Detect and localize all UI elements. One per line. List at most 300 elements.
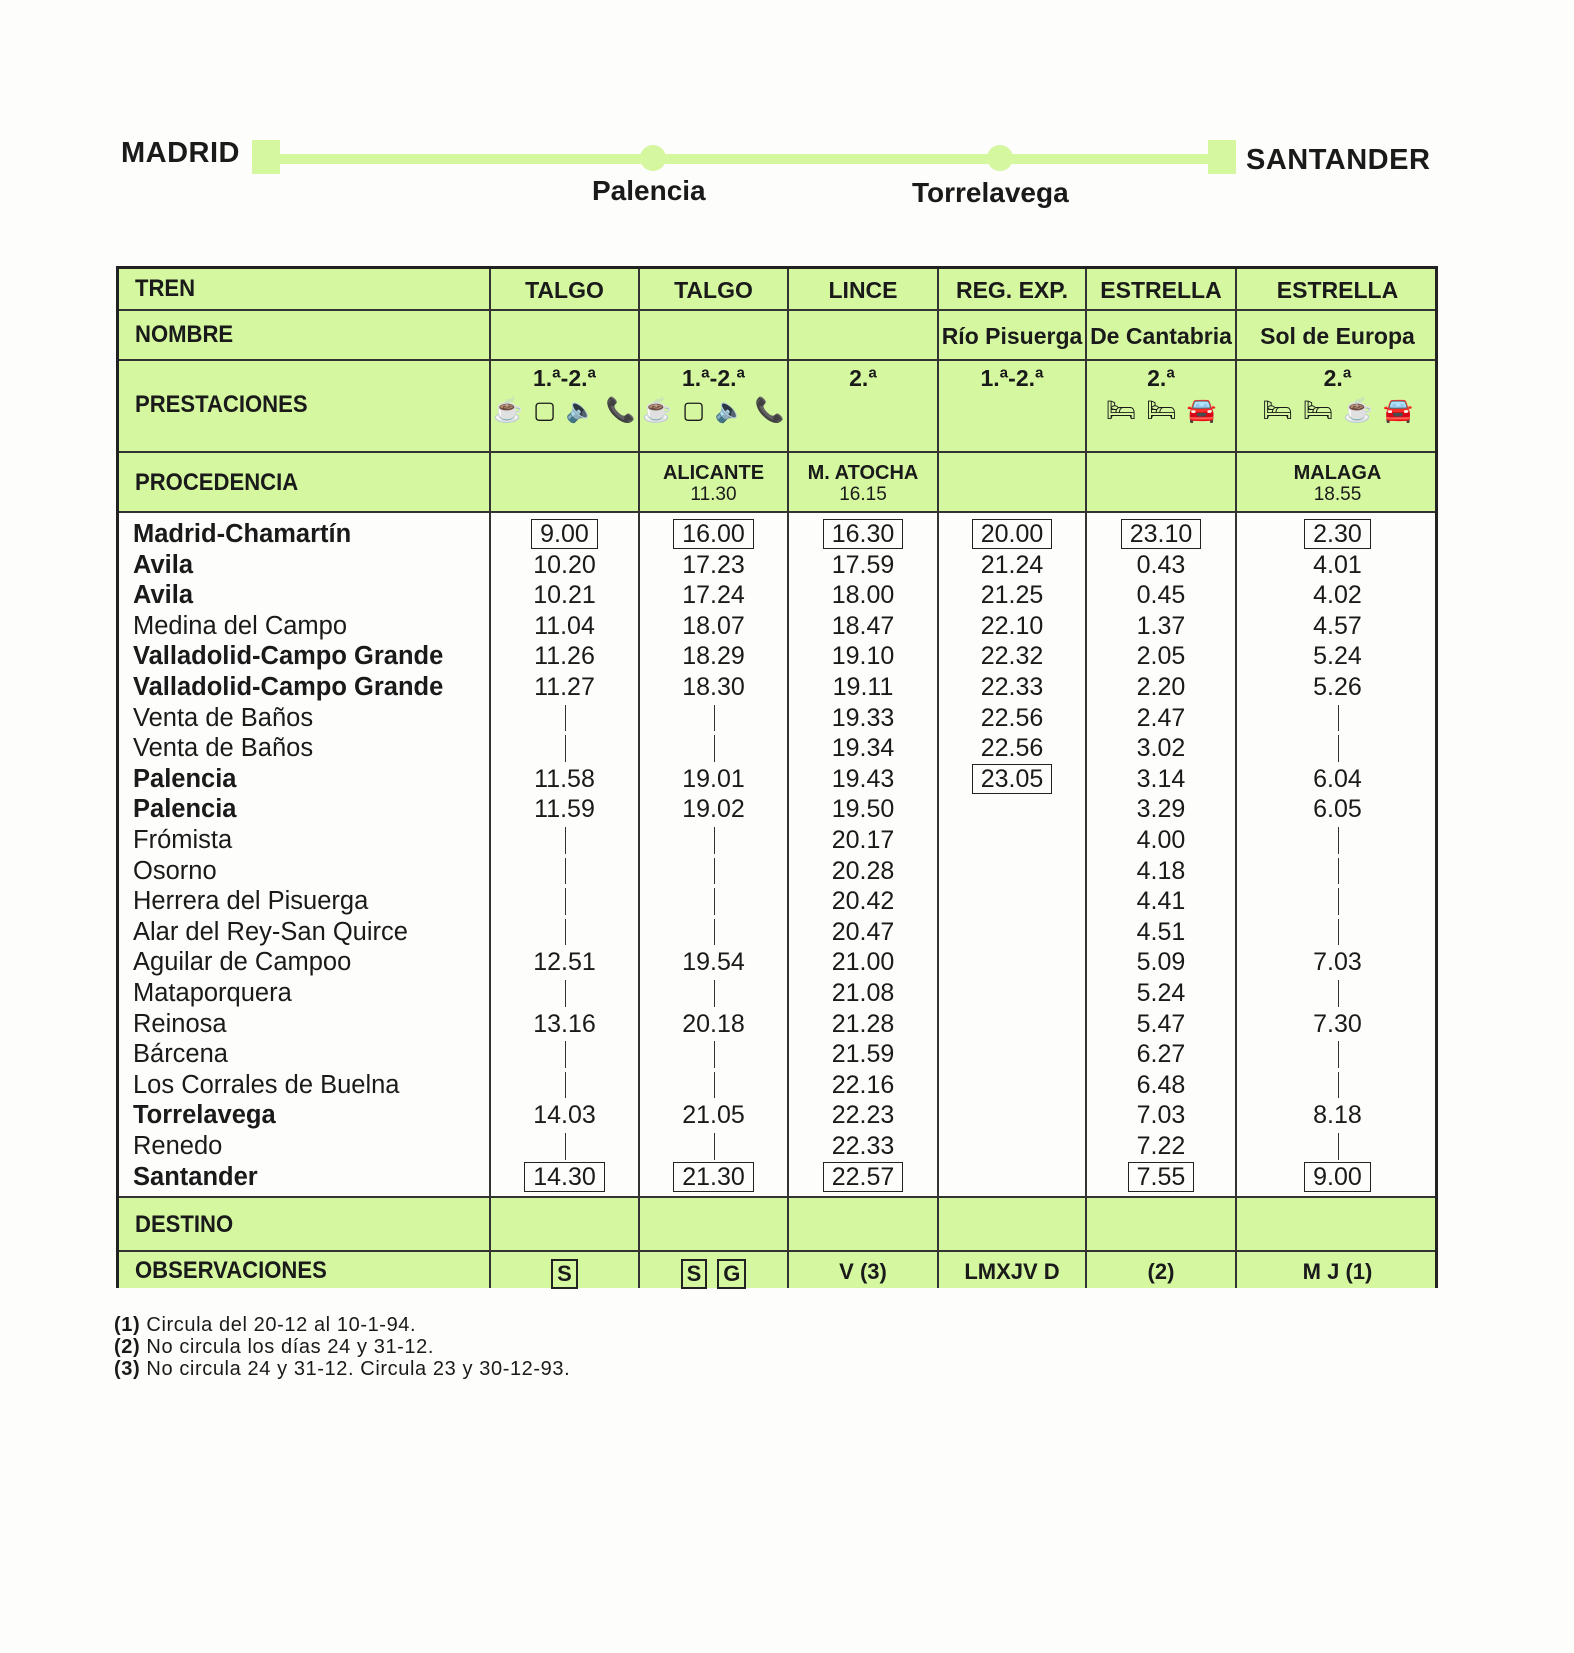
route-destination: SANTANDER <box>1246 144 1431 176</box>
station-name: Avila <box>133 550 194 579</box>
time-value: 20.17 <box>831 826 895 854</box>
passthrough-mark <box>565 888 566 915</box>
label-observaciones: OBSERVACIONES <box>135 1257 327 1284</box>
train-type: REG. EXP. <box>955 277 1069 303</box>
train-type: ESTRELLA <box>1100 277 1222 303</box>
departure-time <box>491 672 638 703</box>
departure-time <box>1087 672 1235 703</box>
services-cell <box>939 365 1085 396</box>
time-value: 6.48 <box>1136 1070 1186 1099</box>
departure-time <box>1087 978 1235 1009</box>
passthrough-mark <box>1338 919 1339 946</box>
station-name: Herrera del Pisuerga <box>133 887 369 916</box>
services-cell <box>1237 365 1438 426</box>
departure-time <box>939 550 1085 581</box>
service-icon: 🛏 <box>1302 397 1334 424</box>
time-value: 13.16 <box>533 1009 596 1038</box>
departure-time <box>789 978 937 1009</box>
time-value: 19.50 <box>831 795 895 824</box>
time-value: 17.24 <box>682 581 745 610</box>
time-value: 19.02 <box>682 795 745 824</box>
service-icon: ☕ <box>493 397 524 424</box>
passthrough-mark <box>714 888 715 915</box>
departure-time <box>1087 550 1235 581</box>
route-end-marker <box>1208 140 1236 174</box>
station-name: Avila <box>133 581 194 610</box>
departure-time <box>1087 764 1235 795</box>
origin-cell <box>789 463 937 505</box>
observation-code: S <box>551 1259 578 1289</box>
departure-time <box>1237 641 1438 672</box>
time-value: 14.03 <box>533 1101 596 1130</box>
time-value: 9.00 <box>531 519 598 549</box>
departure-time <box>789 1100 937 1131</box>
route-header <box>0 0 1574 240</box>
departure-time <box>491 611 638 642</box>
station-name: Mataporquera <box>133 979 292 1007</box>
passthrough-mark <box>714 827 715 854</box>
passthrough-mark <box>565 858 566 885</box>
time-value: 19.33 <box>831 703 895 732</box>
time-value: 0.45 <box>1136 581 1186 610</box>
service-icon: ☕ <box>642 397 673 424</box>
departure-time <box>640 641 787 672</box>
departure-time <box>1087 1039 1235 1070</box>
time-value: 20.18 <box>682 1009 745 1038</box>
train-name: Río Pisuerga <box>941 323 1083 349</box>
time-value: 4.18 <box>1136 856 1186 885</box>
departure-time <box>491 794 638 825</box>
station-name: Valladolid-Campo Grande <box>133 642 444 671</box>
departure-time <box>640 794 787 825</box>
passthrough-mark <box>565 705 566 732</box>
station-name: Venta de Baños <box>133 734 314 763</box>
service-icon: 📞 <box>605 397 636 424</box>
departure-time <box>640 1162 787 1193</box>
departure-time <box>491 1100 638 1131</box>
time-value: 12.51 <box>533 948 596 977</box>
departure-time <box>789 1131 937 1162</box>
passthrough-mark <box>1338 735 1339 762</box>
departure-time <box>491 550 638 581</box>
departure-time <box>1237 1009 1438 1040</box>
departure-time <box>1087 917 1235 948</box>
departure-time <box>1087 1100 1235 1131</box>
passthrough-mark <box>714 858 715 885</box>
route-stop-dot <box>640 145 666 171</box>
time-value: 21.00 <box>831 948 895 977</box>
origin-name: M. ATOCHA <box>807 462 919 484</box>
station-name: Torrelavega <box>133 1101 276 1130</box>
time-value: 11.27 <box>534 673 595 701</box>
time-value: 22.33 <box>831 1132 895 1160</box>
departure-time <box>640 580 787 611</box>
time-value: 5.24 <box>1313 642 1362 671</box>
station-name: Frómista <box>133 826 233 854</box>
train-type: LINCE <box>828 277 898 303</box>
station-name: Aguilar de Campoo <box>133 948 352 977</box>
time-value: 21.05 <box>682 1101 745 1130</box>
departure-time <box>789 764 937 795</box>
observation-text: V (3) <box>839 1259 887 1284</box>
departure-time <box>939 764 1085 795</box>
time-value: 19.11 <box>832 673 894 701</box>
departure-time <box>789 917 937 948</box>
station-name: Alar del Rey-San Quirce <box>133 917 408 946</box>
services-cell <box>1087 365 1235 426</box>
time-value: 7.03 <box>1136 1101 1186 1130</box>
time-value: 10.21 <box>533 581 596 610</box>
time-value: 22.23 <box>831 1101 895 1130</box>
time-value: 11.58 <box>534 764 595 793</box>
station-name: Los Corrales de Buelna <box>133 1070 400 1099</box>
route-stop-palencia: Palencia <box>592 175 706 206</box>
footnote: (1) Circula del 20-12 al 10-1-94. <box>114 1314 417 1336</box>
time-value: 7.22 <box>1136 1132 1186 1160</box>
train-type: TALGO <box>525 277 604 303</box>
departure-time <box>789 611 937 642</box>
departure-time <box>1237 947 1438 978</box>
time-value: 4.51 <box>1136 917 1186 946</box>
time-value: 21.30 <box>673 1162 754 1192</box>
origin-time: 16.15 <box>839 484 887 505</box>
time-value: 4.00 <box>1136 826 1186 854</box>
service-icon: 🚘 <box>1382 397 1413 424</box>
time-value: 20.42 <box>831 887 895 916</box>
departure-time <box>1087 1009 1235 1040</box>
station-name: Venta de Baños <box>133 703 314 732</box>
observations-cell <box>640 1259 787 1289</box>
time-value: 20.00 <box>972 519 1053 549</box>
departure-time <box>789 580 937 611</box>
time-value: 4.57 <box>1313 611 1362 640</box>
time-value: 18.07 <box>682 611 745 640</box>
station-name: Osorno <box>133 856 217 885</box>
service-icon: 🛏 <box>1146 397 1177 424</box>
time-value: 5.47 <box>1136 1009 1186 1038</box>
passthrough-mark <box>1338 1133 1339 1160</box>
time-value: 7.30 <box>1313 1009 1362 1038</box>
label-nombre: NOMBRE <box>135 321 234 348</box>
departure-time <box>640 519 787 550</box>
observation-text: LMXJV D <box>964 1259 1060 1284</box>
time-value: 4.02 <box>1313 581 1362 610</box>
observation-code: S <box>681 1259 708 1289</box>
departure-time <box>491 641 638 672</box>
time-value: 21.08 <box>831 979 895 1007</box>
departure-time <box>1087 1162 1235 1193</box>
departure-time <box>491 519 638 550</box>
passthrough-mark <box>714 735 715 762</box>
service-icon: ☕ <box>1343 397 1373 424</box>
time-value: 2.47 <box>1136 703 1186 732</box>
observation-code: G <box>717 1259 746 1289</box>
time-value: 22.33 <box>980 673 1044 701</box>
departure-time <box>789 1070 937 1101</box>
time-value: 21.28 <box>831 1009 895 1038</box>
class-label: 2.ª <box>849 365 877 391</box>
time-value: 7.55 <box>1128 1162 1195 1192</box>
time-value: 0.43 <box>1136 550 1186 579</box>
time-value: 16.00 <box>673 519 754 549</box>
origin-cell <box>640 463 787 505</box>
observations-cell <box>491 1259 638 1289</box>
station-name: Reinosa <box>133 1009 227 1038</box>
passthrough-mark <box>565 1133 566 1160</box>
service-icon: 🛏 <box>1105 397 1137 424</box>
departure-time <box>939 733 1085 764</box>
departure-time <box>939 611 1085 642</box>
passthrough-mark <box>565 1041 566 1068</box>
time-value: 23.05 <box>972 764 1053 794</box>
time-value: 10.20 <box>533 550 596 579</box>
route-stop-torrelavega: Torrelavega <box>912 177 1069 208</box>
passthrough-mark <box>714 705 715 732</box>
time-value: 19.10 <box>831 642 895 671</box>
origin-name: ALICANTE <box>662 462 765 484</box>
service-icon: 🛏 <box>1262 397 1293 424</box>
route-start-marker <box>252 140 280 174</box>
time-value: 7.03 <box>1313 948 1362 977</box>
service-icon: 🔈 <box>714 397 745 424</box>
observations-cell <box>939 1259 1085 1285</box>
time-value: 22.57 <box>823 1162 904 1192</box>
time-value: 21.59 <box>831 1040 895 1069</box>
services-cell <box>640 365 787 426</box>
footnote: (2) No circula los días 24 y 31-12. <box>114 1336 435 1358</box>
departure-time <box>1237 611 1438 642</box>
departure-time <box>789 886 937 917</box>
train-type: ESTRELLA <box>1276 277 1399 303</box>
departure-time <box>1087 611 1235 642</box>
route-line <box>262 154 1228 164</box>
train-name: De Cantabria <box>1090 323 1232 349</box>
time-value: 3.29 <box>1136 795 1186 824</box>
passthrough-mark <box>714 1072 715 1099</box>
route-origin: MADRID <box>121 137 240 169</box>
time-value: 9.00 <box>1304 1162 1371 1192</box>
time-value: 18.47 <box>831 611 895 640</box>
time-value: 3.14 <box>1136 764 1186 793</box>
time-value: 6.04 <box>1313 764 1362 793</box>
class-label: 1.ª-2.ª <box>532 365 597 391</box>
departure-time <box>939 519 1085 550</box>
passthrough-mark <box>565 1072 566 1099</box>
departure-time <box>491 1162 638 1193</box>
station-name: Palencia <box>133 795 237 824</box>
departure-time <box>1237 672 1438 703</box>
origin-name: MALAGA <box>1293 462 1382 484</box>
time-value: 22.56 <box>980 734 1044 763</box>
passthrough-mark <box>1338 1072 1339 1099</box>
time-value: 18.29 <box>682 642 745 671</box>
time-value: 18.00 <box>831 581 895 610</box>
time-value: 2.20 <box>1136 673 1186 701</box>
departure-time <box>789 856 937 887</box>
service-icon: 📞 <box>754 397 785 424</box>
departure-time <box>1237 764 1438 795</box>
departure-time <box>491 1009 638 1040</box>
service-icon: 🚘 <box>1186 397 1217 424</box>
time-value: 14.30 <box>524 1162 605 1192</box>
passthrough-mark <box>1338 705 1339 732</box>
train-name: Sol de Europa <box>1260 323 1415 349</box>
departure-time <box>789 1009 937 1040</box>
passthrough-mark <box>1338 827 1339 854</box>
passthrough-mark <box>565 980 566 1007</box>
departure-time <box>789 1162 937 1193</box>
observations-cell <box>1237 1259 1438 1285</box>
class-label: 1.ª-2.ª <box>980 365 1044 391</box>
departure-time <box>491 947 638 978</box>
station-name: Renedo <box>133 1132 223 1160</box>
services-cell <box>789 365 937 396</box>
service-icon: ▢ <box>682 397 705 424</box>
station-name: Medina del Campo <box>133 611 348 640</box>
passthrough-mark <box>1338 858 1339 885</box>
time-value: 19.54 <box>682 948 745 977</box>
departure-time <box>1237 1162 1438 1193</box>
time-value: 21.25 <box>980 581 1044 610</box>
passthrough-mark <box>1338 888 1339 915</box>
origin-time: 11.30 <box>690 484 737 505</box>
departure-time <box>640 550 787 581</box>
departure-time <box>1087 519 1235 550</box>
departure-time <box>1087 825 1235 856</box>
departure-time <box>1087 856 1235 887</box>
departure-time <box>789 733 937 764</box>
observation-text: (2) <box>1147 1259 1175 1284</box>
train-type: TALGO <box>674 277 753 303</box>
departure-time <box>789 947 937 978</box>
departure-time <box>1087 641 1235 672</box>
time-value: 5.09 <box>1136 948 1186 977</box>
departure-time <box>640 947 787 978</box>
departure-time <box>789 825 937 856</box>
timetable <box>116 266 1438 1288</box>
service-icon: 🔈 <box>565 397 596 424</box>
departure-time <box>1237 580 1438 611</box>
footnote: (3) No circula 24 y 31-12. Circula 23 y 30-12-93. <box>114 1358 571 1380</box>
time-value: 16.30 <box>823 519 904 549</box>
label-prestaciones: PRESTACIONES <box>135 391 308 418</box>
station-name: Bárcena <box>133 1040 228 1069</box>
departure-time <box>939 580 1085 611</box>
departure-time <box>640 672 787 703</box>
time-value: 4.01 <box>1313 550 1362 579</box>
time-value: 22.16 <box>831 1070 895 1099</box>
origin-cell <box>1237 463 1438 505</box>
class-label: 1.ª-2.ª <box>681 365 746 391</box>
station-name: Palencia <box>133 764 237 793</box>
footnotes <box>114 1314 570 1380</box>
time-value: 22.10 <box>980 611 1044 640</box>
departure-time <box>789 672 937 703</box>
time-value: 8.18 <box>1313 1101 1362 1130</box>
passthrough-mark <box>714 980 715 1007</box>
time-value: 11.04 <box>534 611 595 640</box>
station-name: Madrid-Chamartín <box>133 520 352 548</box>
departure-time <box>1237 519 1438 550</box>
departure-time <box>1087 1070 1235 1101</box>
time-value: 2.30 <box>1304 519 1371 549</box>
departure-time <box>1237 550 1438 581</box>
time-value: 22.32 <box>980 642 1044 671</box>
time-value: 5.26 <box>1313 673 1362 701</box>
passthrough-mark <box>1338 980 1339 1007</box>
time-value: 2.05 <box>1136 642 1186 671</box>
time-value: 6.05 <box>1313 795 1362 824</box>
observations-cell <box>1087 1259 1235 1285</box>
label-destino: DESTINO <box>135 1211 234 1238</box>
departure-time <box>789 794 937 825</box>
time-value: 22.56 <box>980 703 1044 732</box>
origin-time: 18.55 <box>1313 484 1362 505</box>
time-value: 11.26 <box>534 642 595 671</box>
departure-time <box>789 550 937 581</box>
label-procedencia: PROCEDENCIA <box>135 469 299 496</box>
time-value: 17.59 <box>831 550 895 579</box>
departure-time <box>1087 733 1235 764</box>
departure-time <box>1087 1131 1235 1162</box>
passthrough-mark <box>714 1041 715 1068</box>
departure-time <box>939 703 1085 734</box>
passthrough-mark <box>565 735 566 762</box>
time-value: 6.27 <box>1136 1040 1186 1069</box>
time-value: 19.34 <box>831 734 895 763</box>
departure-time <box>1237 794 1438 825</box>
departure-time <box>491 580 638 611</box>
time-value: 17.23 <box>682 550 745 579</box>
route-stop-dot <box>987 145 1013 171</box>
departure-time <box>1087 580 1235 611</box>
departure-time <box>640 611 787 642</box>
passthrough-mark <box>714 1133 715 1160</box>
departure-time <box>1237 1100 1438 1131</box>
time-value: 21.24 <box>980 550 1044 579</box>
observation-text: M J (1) <box>1302 1259 1373 1284</box>
time-value: 4.41 <box>1136 887 1186 916</box>
departure-time <box>1087 703 1235 734</box>
class-label: 2.ª <box>1147 365 1175 391</box>
observations-cell <box>789 1259 937 1285</box>
class-label: 2.ª <box>1323 365 1352 391</box>
services-cell <box>491 365 638 426</box>
departure-time <box>789 1039 937 1070</box>
time-value: 19.01 <box>682 764 745 793</box>
station-name: Santander <box>133 1162 258 1191</box>
departure-time <box>640 764 787 795</box>
time-value: 20.28 <box>831 856 895 885</box>
passthrough-mark <box>565 827 566 854</box>
departure-time <box>789 641 937 672</box>
time-value: 19.43 <box>831 764 895 793</box>
time-value: 20.47 <box>831 917 895 946</box>
label-tren: TREN <box>135 275 196 302</box>
departure-time <box>1087 886 1235 917</box>
passthrough-mark <box>714 919 715 946</box>
departure-time <box>939 641 1085 672</box>
time-value: 23.10 <box>1121 519 1202 549</box>
passthrough-mark <box>565 919 566 946</box>
time-value: 5.24 <box>1136 979 1186 1007</box>
departure-time <box>640 1009 787 1040</box>
passthrough-mark <box>1338 1041 1339 1068</box>
departure-time <box>789 519 937 550</box>
departure-time <box>789 703 937 734</box>
departure-time <box>1087 794 1235 825</box>
time-value: 18.30 <box>682 673 745 701</box>
